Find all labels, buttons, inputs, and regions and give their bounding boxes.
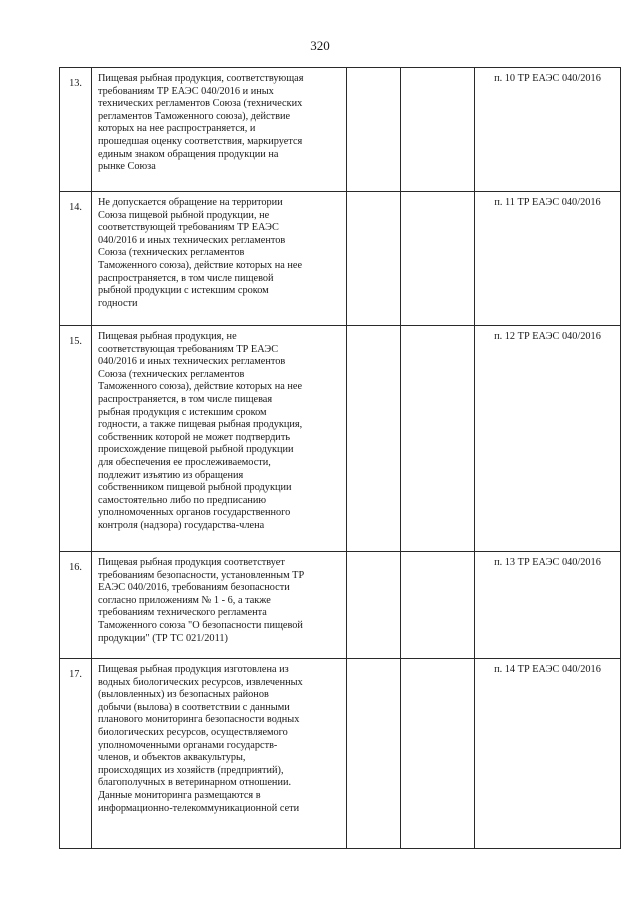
requirement-line: требованиям технического регламента <box>98 607 267 619</box>
requirement-text <box>92 659 347 849</box>
requirement-line: рынке Союза <box>98 161 156 173</box>
requirement-line: собственник которой не может подтвердить <box>98 431 291 443</box>
requirement-line: соответствующая требованиям ТР ЕАЭС <box>98 343 279 355</box>
row-number: 16. <box>60 552 92 659</box>
requirement-line: рыбная продукция с истекшим сроком <box>98 406 267 418</box>
requirement-line: происхождение пищевой рыбной продукции <box>98 444 294 456</box>
requirement-line: добычи (вылова) в соответствии с данными <box>98 701 290 713</box>
regulation-reference: п. 12 ТР ЕАЭС 040/2016 <box>475 326 621 552</box>
table-row <box>60 659 621 849</box>
row-number: 15. <box>60 326 92 552</box>
requirement-line: Таможенного союза), действие которых на нее <box>98 259 303 271</box>
requirement-line: уполномоченными органами государств- <box>98 739 278 751</box>
requirement-line: Союза пищевой рыбной продукции, не <box>98 209 270 221</box>
requirement-line: благополучных в ветеринарном отношении. <box>98 777 292 789</box>
requirement-text <box>92 192 347 326</box>
requirement-line: Данные мониторинга размещаются в <box>98 789 261 801</box>
requirement-line: ЕАЭС 040/2016, требованиям безопасности <box>98 582 290 594</box>
regulation-reference: п. 14 ТР ЕАЭС 040/2016 <box>475 659 621 849</box>
page-number: 320 <box>310 38 330 53</box>
requirement-line: соответствующей требованиям ТР ЕАЭС <box>98 222 279 234</box>
requirement-text <box>92 326 347 552</box>
requirement-line: согласно приложениям № 1 - 6, а также <box>98 594 271 606</box>
requirement-line: распространяется, в том числе пищевой <box>98 272 274 284</box>
regulation-reference: п. 13 ТР ЕАЭС 040/2016 <box>475 552 621 659</box>
requirement-line: регламентов Таможенного союза), действие <box>98 110 291 122</box>
requirement-line: подлежит изъятию из обращения <box>98 469 244 481</box>
requirement-text <box>92 68 347 192</box>
table-row <box>60 552 621 659</box>
requirement-line: 040/2016 и иных технических регламентов <box>98 356 286 368</box>
requirement-line: Пищевая рыбная продукция изготовлена из <box>98 664 289 675</box>
answer-cell <box>401 659 475 849</box>
requirement-line: водных биологических ресурсов, извлеченных <box>98 676 303 688</box>
answer-cell <box>347 552 401 659</box>
requirement-line: Пищевая рыбная продукция соответствует <box>98 557 285 568</box>
answer-cell <box>347 326 401 552</box>
requirement-line: распространяется, в том числе пищевая <box>98 393 273 405</box>
requirement-line: продукции" (ТР ТС 021/2011) <box>98 632 228 644</box>
requirement-line: (выловленных) из безопасных районов <box>98 689 269 701</box>
requirement-line: годности <box>98 297 138 309</box>
requirement-line: прошедшая оценку соответствия, маркируется <box>98 135 303 147</box>
requirement-line: самостоятельно либо по предписанию <box>98 494 267 506</box>
requirement-line: технических регламентов Союза (технических <box>98 98 303 110</box>
regulation-reference: п. 10 ТР ЕАЭС 040/2016 <box>475 68 621 192</box>
requirement-line: Союза (технических регламентов <box>98 247 245 259</box>
row-number: 13. <box>60 68 92 192</box>
requirement-line: членов, и объектов аквакультуры, <box>98 752 246 764</box>
table-row <box>60 68 621 192</box>
requirement-line: собственником пищевой рыбной продукции <box>98 482 292 494</box>
table-row <box>60 326 621 552</box>
requirement-line: для обеспечения ее прослеживаемости, <box>98 456 271 468</box>
answer-cell <box>401 68 475 192</box>
answer-cell <box>347 659 401 849</box>
requirement-line: информационно-телекоммуникационной сети <box>98 802 300 814</box>
requirement-line: контроля (надзора) государства-члена <box>98 519 265 531</box>
requirement-line: происходящих из хозяйств (предприятий), <box>98 764 284 776</box>
row-number: 14. <box>60 192 92 326</box>
answer-cell <box>347 192 401 326</box>
answer-cell <box>347 68 401 192</box>
requirement-line: требованиям безопасности, установленным ТР <box>98 569 305 581</box>
requirement-line: Таможенного союза), действие которых на нее <box>98 381 303 393</box>
requirements-table-body <box>60 68 621 849</box>
requirement-line: 040/2016 и иных технических регламентов <box>98 234 286 246</box>
requirement-line: Не допускается обращение на территории <box>98 197 283 208</box>
table-row <box>60 192 621 326</box>
row-number: 17. <box>60 659 92 849</box>
requirement-line: рыбной продукции с истекшим сроком <box>98 285 269 297</box>
requirement-line: планового мониторинга безопасности водных <box>98 714 300 726</box>
requirement-line: Пищевая рыбная продукция, соответствующая <box>98 73 304 84</box>
answer-cell <box>401 192 475 326</box>
answer-cell <box>401 552 475 659</box>
requirement-line: биологических ресурсов, осуществляемого <box>98 726 288 738</box>
requirements-table <box>59 67 621 849</box>
requirement-line: требованиям ТР ЕАЭС 040/2016 и иных <box>98 85 274 97</box>
requirement-line: Союза (технических регламентов <box>98 368 245 380</box>
requirement-line: Таможенного союза "О безопасности пищевой <box>98 619 303 631</box>
requirement-line: Пищевая рыбная продукция, не <box>98 331 237 342</box>
requirement-line: годности, а также пищевая рыбная продукция, <box>98 419 303 431</box>
requirement-line: уполномоченных органов государственного <box>98 507 291 519</box>
answer-cell <box>401 326 475 552</box>
requirement-text <box>92 552 347 659</box>
requirement-line: которых на нее распространяется, и <box>98 123 256 135</box>
requirement-line: единым знаком обращения продукции на <box>98 148 279 160</box>
regulation-reference: п. 11 ТР ЕАЭС 040/2016 <box>475 192 621 326</box>
